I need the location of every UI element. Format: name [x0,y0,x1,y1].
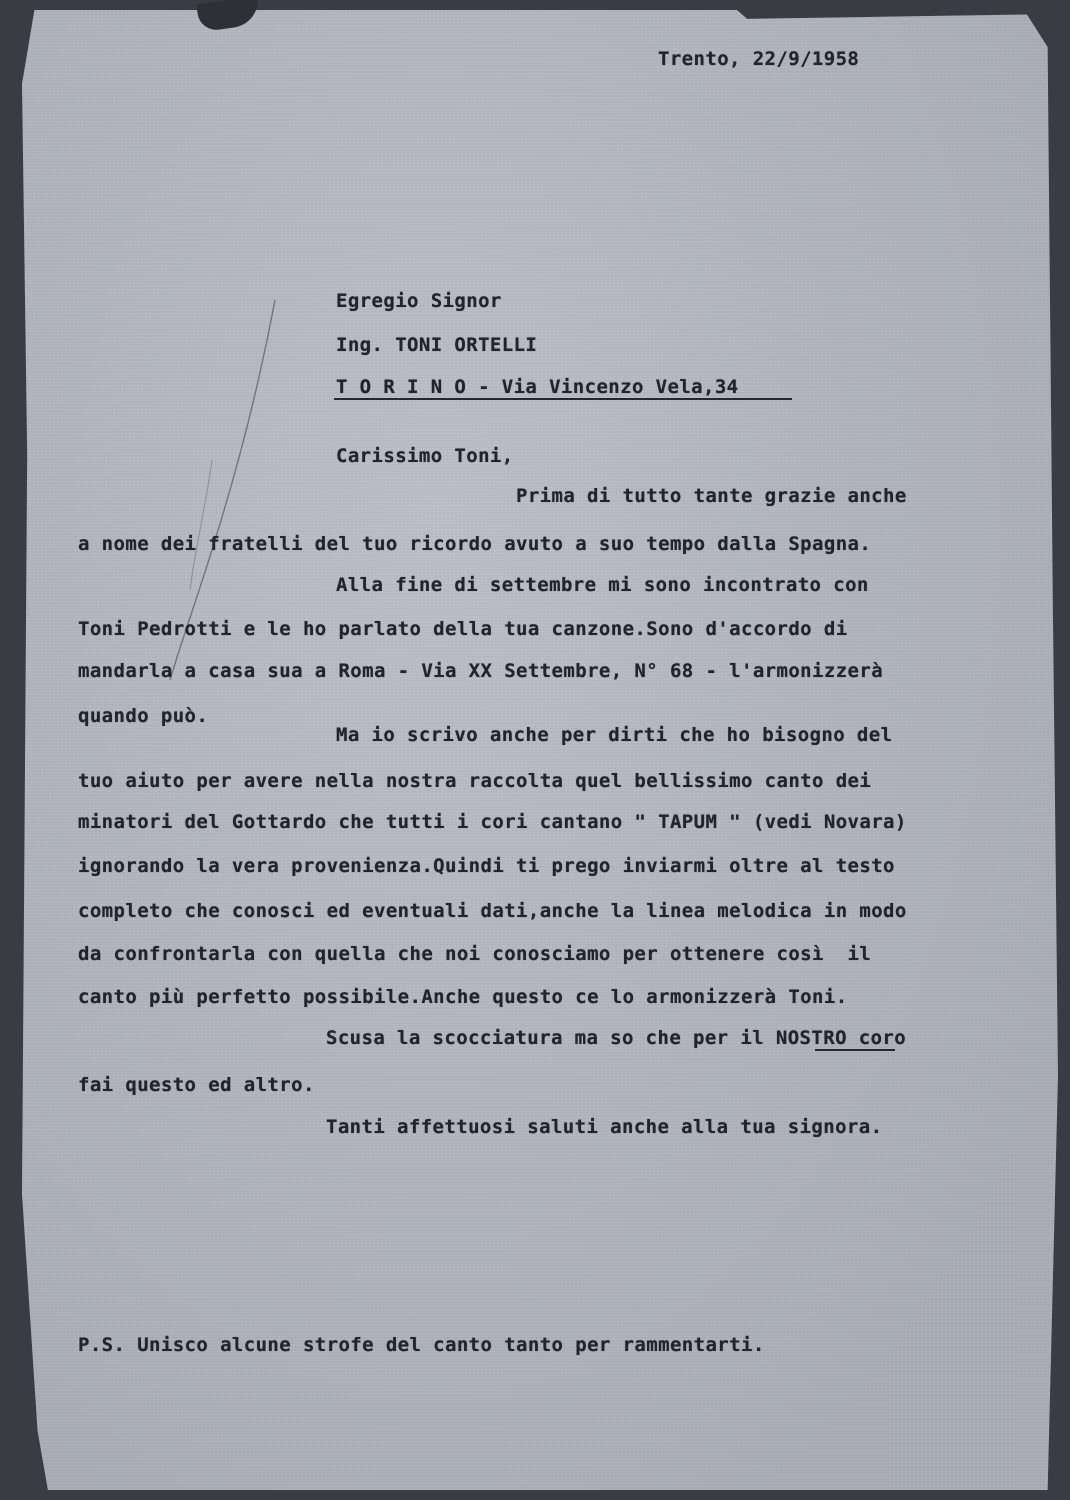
paper-sheet [22,10,1058,1490]
body-line: mandarla a casa sua a Roma - Via XX Settembre, N° 68 - l'armonizzerà [78,660,884,682]
body-line: Tanti affettuosi saluti anche alla tua signora. [326,1116,883,1138]
nostro-underline [815,1049,895,1051]
body-line: Alla fine di settembre mi sono incontrato con [336,574,869,596]
salutation-prefix: Egregio Signor [336,290,502,312]
body-line: ignorando la vera provenienza.Quindi ti prego inviarmi oltre al testo [78,855,895,877]
body-line: fai questo ed altro. [78,1074,315,1096]
body-line: tuo aiuto per avere nella nostra raccolta quel bellissimo canto dei [78,770,872,792]
postscript: P.S. Unisco alcune strofe del canto tanto per rammentarti. [78,1334,765,1356]
greeting: Carissimo Toni, [336,445,514,467]
body-line: quando può. [78,705,209,727]
body-line: Prima di tutto tante grazie anche [516,485,907,507]
place-date: Trento, 22/9/1958 [658,48,860,70]
body-line: Toni Pedrotti e le ho parlato della tua canzone.Sono d'accordo di [78,618,848,640]
body-line: da confrontarla con quella che noi conosciamo per ottenere così il [78,943,872,965]
body-line: minatori del Gottardo che tutti i cori cantano " TAPUM " (vedi Novara) [78,811,907,833]
body-line: canto più perfetto possibile.Anche questo ce lo armonizzerà Toni. [78,986,848,1008]
recipient-address: T O R I N O - Via Vincenzo Vela,34 [336,376,739,398]
body-line: Ma io scrivo anche per dirti che ho bisogno del [336,724,893,746]
body-line: Scusa la scocciatura ma so che per il NOSTRO coro [326,1027,907,1049]
recipient-name: Ing. TONI ORTELLI [336,334,538,356]
body-line: a nome dei fratelli del tuo ricordo avuto a suo tempo dalla Spagna. [78,533,872,555]
address-underline [334,398,792,400]
body-line: completo che conosci ed eventuali dati,anche la linea melodica in modo [78,900,907,922]
